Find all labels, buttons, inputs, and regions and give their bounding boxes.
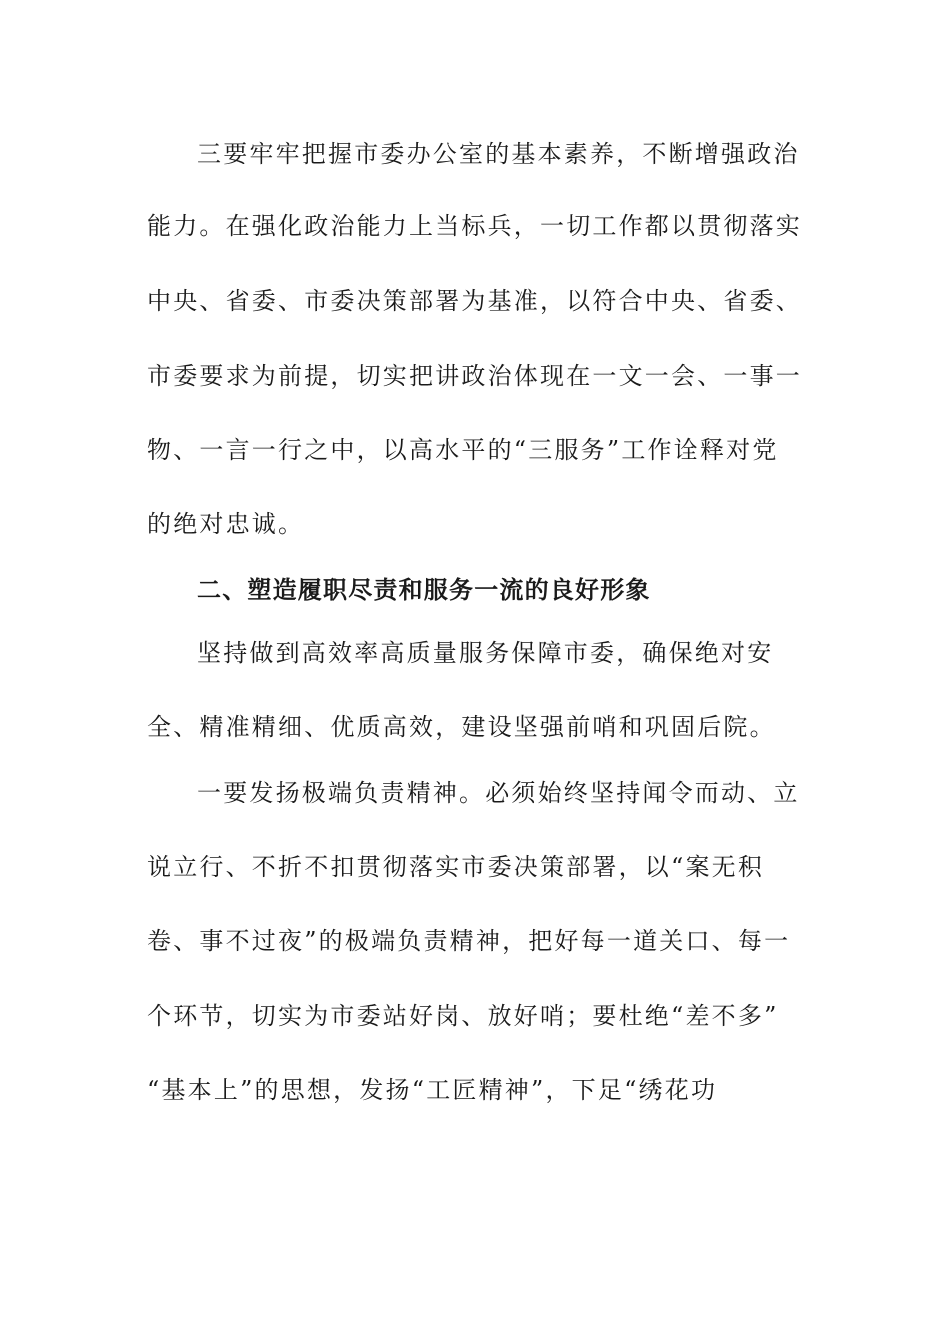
section-heading-2: 二、塑造履职尽责和服务一流的良好形象 xyxy=(197,575,651,604)
paragraph-1-line-5: “基本上”的思想，发扬“工匠精神”，下足“绣花功 xyxy=(147,1076,718,1104)
paragraph-intro-line-1: 坚持做到高效率高质量服务保障市委，确保绝对安 xyxy=(197,639,774,667)
paragraph-3-line-2: 能力。在强化政治能力上当标兵，一切工作都以贯彻落实 xyxy=(147,212,802,240)
paragraph-1-line-1: 一要发扬极端负责精神。必须始终坚持闻令而动、立 xyxy=(197,779,800,807)
paragraph-1-line-2: 说立行、不折不扣贯彻落实市委决策部署，以“案无积 xyxy=(147,853,765,881)
paragraph-1-line-4: 个环节，切实为市委站好岗、放好哨；要杜绝“差不多” xyxy=(147,1002,779,1030)
paragraph-intro-line-2: 全、精准精细、优质高效，建设坚强前哨和巩固后院。 xyxy=(147,713,776,741)
paragraph-3-line-5: 物、一言一行之中，以高水平的“三服务”工作诠释对党 xyxy=(147,436,779,464)
paragraph-1-line-3: 卷、事不过夜”的极端负责精神，把好每一道关口、每一 xyxy=(147,927,791,955)
paragraph-3-line-6: 的绝对忠诚。 xyxy=(147,510,305,538)
paragraph-3-line-3: 中央、省委、市委决策部署为基准，以符合中央、省委、 xyxy=(147,287,802,315)
paragraph-3-line-4: 市委要求为前提，切实把讲政治体现在一文一会、一事一 xyxy=(147,362,802,390)
paragraph-3-line-1: 三要牢牢把握市委办公室的基本素养，不断增强政治 xyxy=(197,140,800,168)
